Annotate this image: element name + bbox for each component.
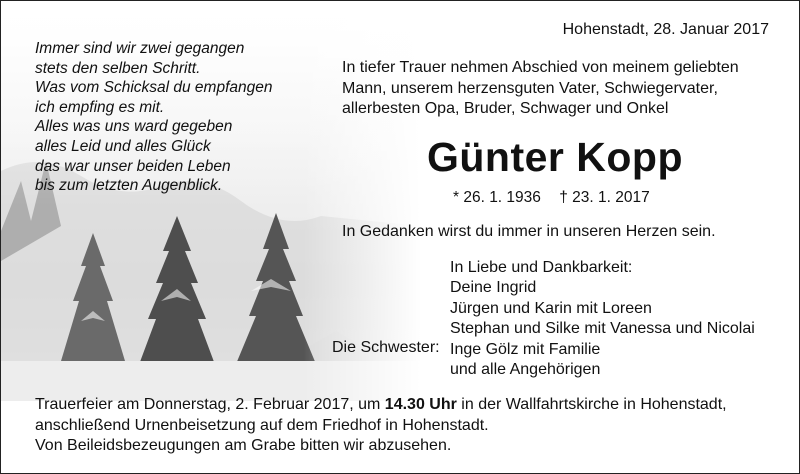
funeral-info <box>35 395 727 457</box>
sister-label: Die Schwester: <box>332 339 440 356</box>
memorial-sentence: In Gedanken wirst du immer in unseren Herzen sein. <box>342 223 716 240</box>
mourner-line: In Liebe und Dankbarkeit: <box>450 259 633 276</box>
place-date: Hohenstadt, 28. Januar 2017 <box>562 21 769 38</box>
mourner-line: und alle Angehörigen <box>450 361 601 379</box>
poem-line: ich empfing es mit. <box>35 98 165 116</box>
funeral-text: Trauerfeier am Donnerstag, 2. Februar 2017, um <box>35 396 385 413</box>
death-date: † 23. 1. 2017 <box>559 189 650 206</box>
poem-line: das war unser beiden Leben <box>35 157 231 175</box>
intro-line: Mann, unserem herzensguten Vater, Schwiegervater, <box>342 79 718 97</box>
poem-line: Alles was uns ward gegeben <box>35 118 233 136</box>
intro-text <box>342 58 739 120</box>
deceased-name: Günter Kopp <box>427 134 684 180</box>
mourner-line: Jürgen und Karin mit Loreen <box>450 299 652 317</box>
condolence-note: Von Beileidsbezeugungen am Grabe bitten wir abzusehen. <box>35 437 452 454</box>
poem-line: Immer sind wir zwei gegangen <box>35 40 245 57</box>
life-dates <box>453 189 664 207</box>
mourner-line: Inge Gölz mit Familie <box>450 340 601 358</box>
poem <box>35 39 273 196</box>
intro-line: In tiefer Trauer nehmen Abschied von meinem geliebten <box>342 59 739 76</box>
poem-line: bis zum letzten Augenblick. <box>35 177 223 195</box>
poem-line: alles Leid und alles Glück <box>35 137 211 155</box>
birth-date: * 26. 1. 1936 <box>453 189 541 206</box>
poem-line: Was vom Schicksal du empfangen <box>35 79 273 97</box>
funeral-line <box>35 395 727 416</box>
burial-line: anschließend Urnenbeisetzung auf dem Friedhof in Hohenstadt. <box>35 416 489 434</box>
mourners-list <box>450 258 755 380</box>
funeral-time: 14.30 Uhr <box>384 396 457 413</box>
poem-line: stets den selben Schritt. <box>35 59 201 77</box>
mourner-line: Stephan und Silke mit Vanessa und Nicolai <box>450 320 755 338</box>
intro-line: allerbesten Opa, Bruder, Schwager und Onkel <box>342 100 669 117</box>
mourner-line: Deine Ingrid <box>450 279 537 297</box>
funeral-text: in der Wallfahrtskirche in Hohenstadt, <box>456 396 727 413</box>
